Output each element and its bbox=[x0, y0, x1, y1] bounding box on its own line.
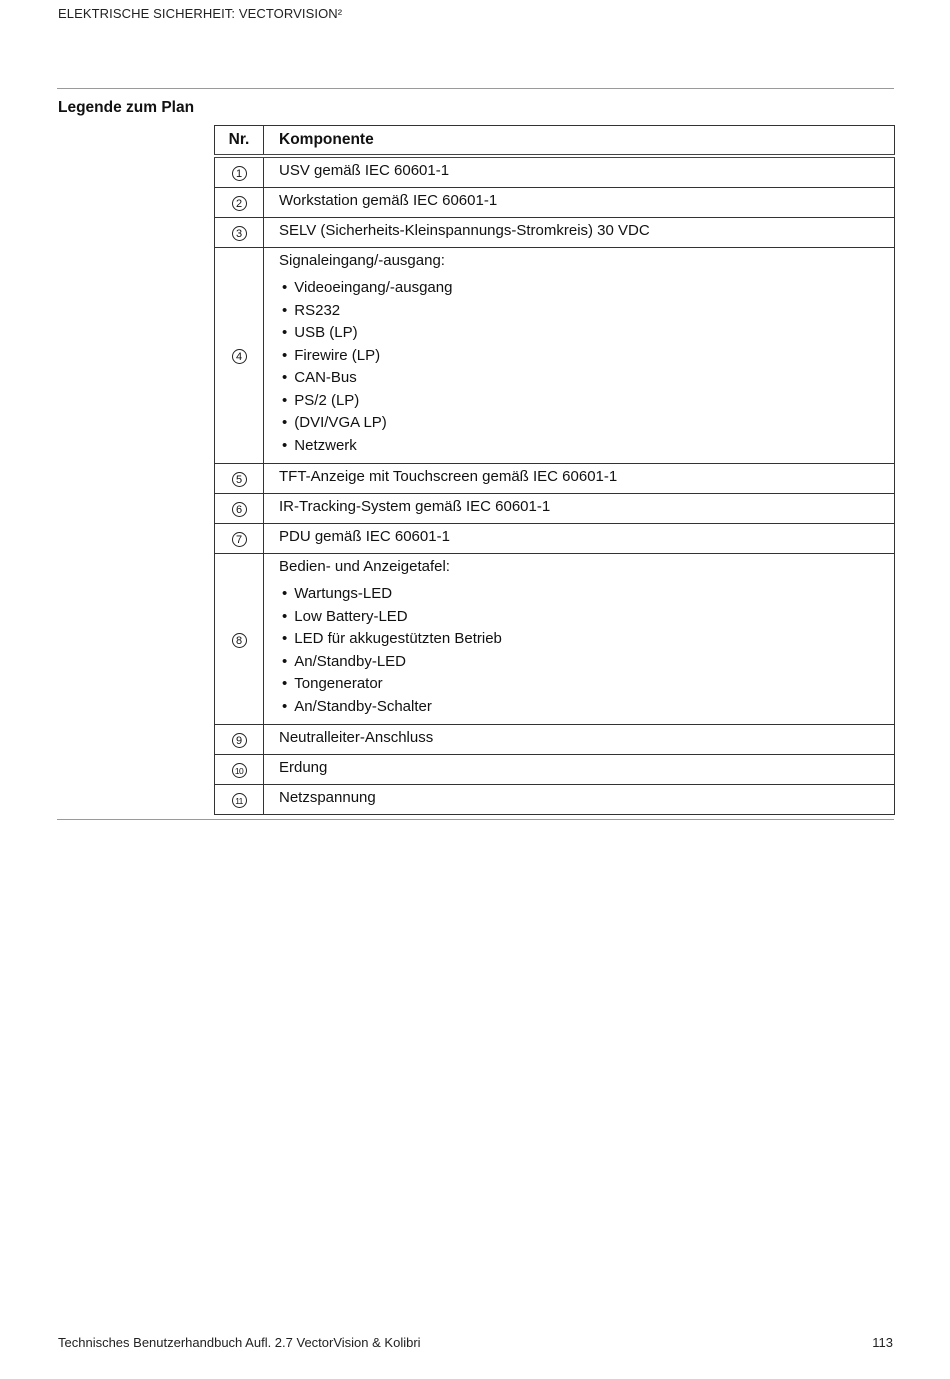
component-sublist bbox=[279, 277, 886, 457]
component-text: Netzspannung bbox=[279, 789, 376, 806]
row-number-cell bbox=[215, 725, 264, 755]
row-number-cell bbox=[215, 156, 264, 188]
component-text: IR-Tracking-System gemäß IEC 60601-1 bbox=[279, 498, 551, 515]
circled-number: 11 bbox=[232, 793, 247, 808]
component-text: SELV (Sicherheits-Kleinspannungs-Stromkreis) 30 VDC bbox=[279, 222, 650, 239]
table-row bbox=[215, 755, 895, 785]
row-number-cell bbox=[215, 554, 264, 725]
page-number: 113 bbox=[872, 1335, 893, 1350]
column-header-nr: Nr. bbox=[215, 126, 264, 157]
table-row bbox=[215, 494, 895, 524]
component-text: Neutralleiter-Anschluss bbox=[279, 729, 434, 746]
content-end-divider bbox=[57, 819, 894, 820]
table-row bbox=[215, 156, 895, 188]
sublist-item: • CAN-Bus bbox=[279, 367, 886, 390]
table-row bbox=[215, 554, 895, 725]
circled-number: 2 bbox=[232, 196, 247, 211]
row-number-cell bbox=[215, 464, 264, 494]
component-text: Erdung bbox=[279, 759, 328, 776]
component-cell bbox=[264, 725, 895, 755]
legend-table bbox=[214, 125, 895, 815]
row-number-cell bbox=[215, 188, 264, 218]
sublist-item: • PS/2 (LP) bbox=[279, 390, 886, 413]
component-text: Bedien- und Anzeigetafel: bbox=[279, 558, 450, 575]
row-number-cell bbox=[215, 218, 264, 248]
sublist-item: • An/Standby-LED bbox=[279, 651, 886, 674]
running-header: ELEKTRISCHE SICHERHEIT: VECTORVISION² bbox=[58, 6, 343, 21]
circled-number: 7 bbox=[232, 532, 247, 547]
sublist-item: • Firewire (LP) bbox=[279, 345, 886, 368]
component-cell bbox=[264, 524, 895, 554]
circled-number: 8 bbox=[232, 633, 247, 648]
circled-number: 10 bbox=[232, 763, 247, 778]
sublist-item: • Low Battery-LED bbox=[279, 606, 886, 629]
sublist-item: • RS232 bbox=[279, 300, 886, 323]
component-cell bbox=[264, 494, 895, 524]
legend-table-body bbox=[215, 156, 895, 815]
component-cell bbox=[264, 464, 895, 494]
component-cell bbox=[264, 248, 895, 464]
sublist-item: • Videoeingang/-ausgang bbox=[279, 277, 886, 300]
table-row bbox=[215, 188, 895, 218]
component-cell bbox=[264, 188, 895, 218]
running-footer: Technisches Benutzerhandbuch Aufl. 2.7 VectorVision & Kolibri bbox=[58, 1335, 421, 1350]
circled-number: 3 bbox=[232, 226, 247, 241]
row-number-cell bbox=[215, 524, 264, 554]
component-sublist bbox=[279, 583, 886, 718]
table-row bbox=[215, 785, 895, 815]
component-cell bbox=[264, 156, 895, 188]
row-number-cell bbox=[215, 785, 264, 815]
circled-number: 1 bbox=[232, 166, 247, 181]
table-header-row bbox=[215, 126, 895, 157]
circled-number: 4 bbox=[232, 349, 247, 364]
component-text: USV gemäß IEC 60601-1 bbox=[279, 162, 450, 179]
sublist-item: • Wartungs-LED bbox=[279, 583, 886, 606]
sublist-item: • Tongenerator bbox=[279, 673, 886, 696]
component-cell bbox=[264, 218, 895, 248]
column-header-component: Komponente bbox=[264, 126, 895, 157]
circled-number: 9 bbox=[232, 733, 247, 748]
sublist-item: • (DVI/VGA LP) bbox=[279, 412, 886, 435]
sublist-item: • LED für akkugestützten Betrieb bbox=[279, 628, 886, 651]
component-cell bbox=[264, 785, 895, 815]
circled-number: 5 bbox=[232, 472, 247, 487]
table-row bbox=[215, 524, 895, 554]
component-text: TFT-Anzeige mit Touchscreen gemäß IEC 60601-1 bbox=[279, 468, 618, 485]
row-number-cell bbox=[215, 755, 264, 785]
table-row bbox=[215, 218, 895, 248]
row-number-cell bbox=[215, 494, 264, 524]
sublist-item: • USB (LP) bbox=[279, 322, 886, 345]
header-divider bbox=[57, 88, 894, 89]
row-number-cell bbox=[215, 248, 264, 464]
table-row bbox=[215, 248, 895, 464]
sublist-item: • An/Standby-Schalter bbox=[279, 696, 886, 719]
component-text: Signaleingang/-ausgang: bbox=[279, 252, 445, 269]
component-text: Workstation gemäß IEC 60601-1 bbox=[279, 192, 498, 209]
sublist-item: • Netzwerk bbox=[279, 435, 886, 458]
component-cell bbox=[264, 755, 895, 785]
section-title: Legende zum Plan bbox=[58, 99, 195, 116]
component-text: PDU gemäß IEC 60601-1 bbox=[279, 528, 450, 545]
component-cell bbox=[264, 554, 895, 725]
table-row bbox=[215, 464, 895, 494]
table-row bbox=[215, 725, 895, 755]
circled-number: 6 bbox=[232, 502, 247, 517]
